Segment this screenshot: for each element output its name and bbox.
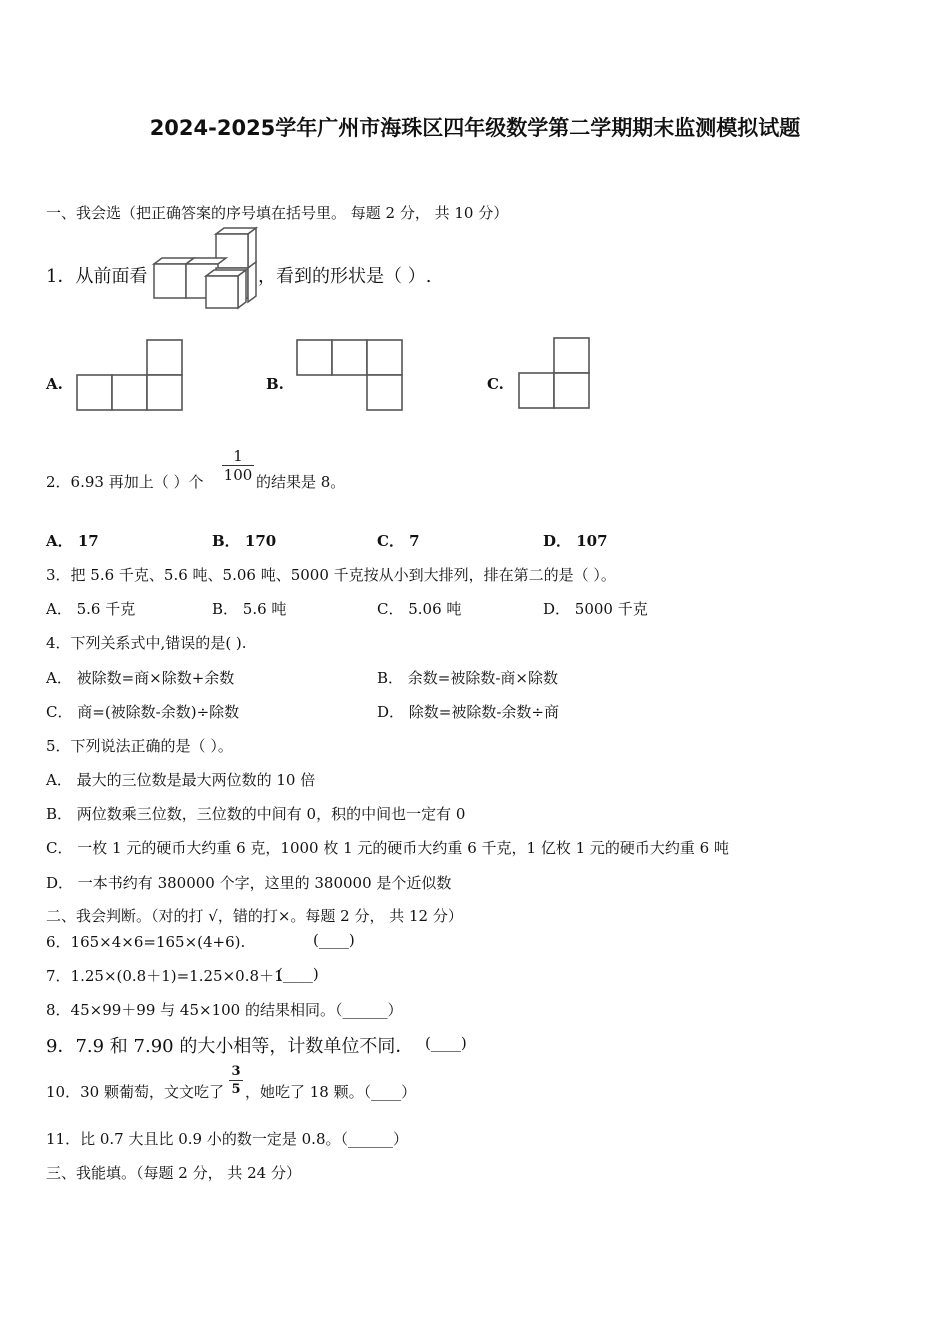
q10-fraction-denominator: 5 — [229, 1080, 243, 1098]
q6-text: 6．165×4×6=165×(4+6). — [46, 933, 246, 951]
q3-option-a: A． 5.6 千克 — [46, 600, 136, 618]
q2-fraction — [222, 447, 254, 484]
q2-text-after: 的结果是 8。 — [256, 473, 346, 491]
q2-fraction-numerator: 1 — [233, 447, 243, 465]
q2-fraction-denominator: 100 — [223, 466, 253, 484]
section2-heading: 二、我会判断。（对的打 √，错的打×。每题 2 分， 共 12 分） — [46, 907, 463, 925]
cube-figure — [150, 226, 260, 310]
q11-text: 11．比 0.7 大且比 0.9 小的数一定是 0.8。（______） — [46, 1130, 408, 1148]
q3-option-c: C． 5.06 吨 — [377, 600, 462, 618]
q5-text: 5．下列说法正确的是（ ）。 — [46, 737, 233, 755]
q1-option-b-shape — [297, 340, 403, 412]
q4-option-d: D． 除数=被除数-余数÷商 — [377, 703, 560, 721]
q9-answer-blank: (____) — [425, 1034, 467, 1052]
q2-option-b: B． 170 — [212, 532, 277, 550]
q1-option-c-shape — [519, 338, 591, 410]
q4-option-b: B． 余数=被除数-商×除数 — [377, 669, 558, 687]
q5-option-d: D． 一本书约有 380000 个字，这里的 380000 是个近似数 — [46, 874, 452, 892]
q10-text-before: 10．30 颗葡萄，文文吃了 — [46, 1083, 224, 1101]
q9-text: 9．7.9 和 7.90 的大小相等，计数单位不同． — [46, 1036, 414, 1057]
q3-text: 3．把 5.6 千克、5.6 吨、5.06 吨、5000 千克按从小到大排列，排在第二的是（ ）。 — [46, 566, 616, 584]
q8-text: 8．45×99＋99 与 45×100 的结果相同。（______） — [46, 1001, 403, 1019]
page-title: 2024-2025学年广州市海珠区四年级数学第二学期期末监测模拟试题 — [149, 116, 801, 140]
q2-option-d: D． 107 — [543, 532, 608, 550]
q1-option-a-label: A. — [46, 375, 63, 393]
q4-option-a: A． 被除数=商×除数+余数 — [46, 669, 235, 687]
q4-option-c: C． 商=(被除数-余数)÷除数 — [46, 703, 240, 721]
q2-text-before: 2．6.93 再加上（ ）个 — [46, 473, 204, 491]
q1-option-b-label: B. — [266, 375, 284, 393]
q10-fraction — [229, 1063, 243, 1098]
q1-suffix: ，看到的形状是（ ）. — [258, 266, 432, 287]
q5-option-b: B． 两位数乘三位数，三位数的中间有 0，积的中间也一定有 0 — [46, 805, 466, 823]
q10-fraction-numerator: 3 — [231, 1064, 241, 1079]
q1-prefix: 1．从前面看 — [46, 266, 148, 287]
section3-heading: 三、我能填。（每题 2 分， 共 24 分） — [46, 1164, 301, 1182]
q3-option-b: B． 5.6 吨 — [212, 600, 287, 618]
q7-text: 7．1.25×(0.8＋1)=1.25×0.8＋1 — [46, 967, 284, 985]
section1-heading: 一、我会选（把正确答案的序号填在括号里。 每题 2 分， 共 10 分） — [46, 204, 509, 222]
q10-text-after: ，她吃了 18 颗。（____） — [245, 1083, 417, 1101]
q1-option-c-label: C. — [487, 375, 504, 393]
q1-option-a-shape — [77, 339, 183, 411]
q5-option-a: A． 最大的三位数是最大两位数的 10 倍 — [46, 771, 316, 789]
q2-option-c: C． 7 — [377, 532, 420, 550]
q3-option-d: D． 5000 千克 — [543, 600, 648, 618]
q2-option-a: A． 17 — [46, 532, 99, 550]
q5-option-c: C． 一枚 1 元的硬币大约重 6 克，1000 枚 1 元的硬币大约重 6 千克，1 亿枚 1 元的硬币大约重 6 吨 — [46, 839, 729, 857]
q6-answer-blank: (____) — [313, 931, 355, 949]
q4-text: 4．下列关系式中,错误的是( ). — [46, 634, 247, 652]
q7-answer-blank: (____) — [277, 965, 319, 983]
